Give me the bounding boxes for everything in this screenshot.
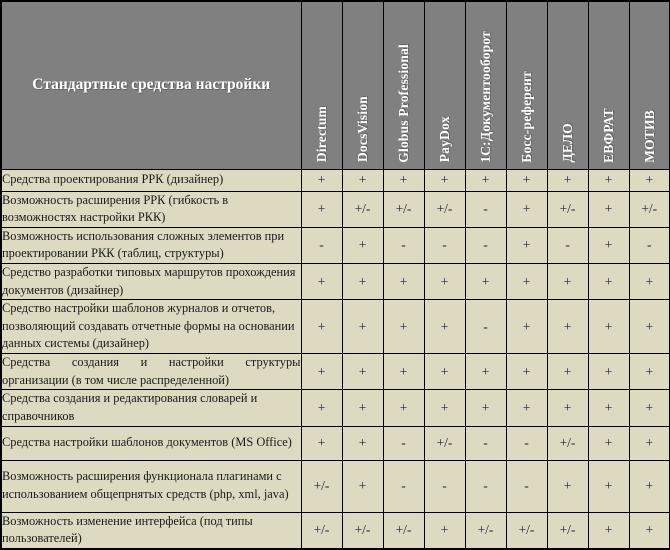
cell-value: + — [424, 300, 465, 354]
row-label: Средство настройки шаблонов журналов и отчетов, позволяющий создавать отчетные формы на основании данных системы (дизайнер) — [1, 300, 301, 354]
cell-value: - — [465, 426, 506, 460]
row-label: Средства проектирования РРК (дизайнер) — [1, 169, 301, 191]
cell-value: + — [588, 263, 629, 299]
cell-value: + — [588, 169, 629, 191]
cell-value: + — [342, 390, 383, 426]
cell-value: +/- — [629, 191, 670, 227]
cell-value: + — [424, 512, 465, 549]
column-header-directum — [301, 1, 342, 169]
row-label-line2: организации (в том числе распределенной) — [2, 372, 230, 387]
cell-value: + — [506, 227, 547, 263]
column-header-delo — [547, 1, 588, 169]
cell-value: + — [383, 390, 424, 426]
column-header-motiv — [629, 1, 670, 169]
cell-value: - — [424, 460, 465, 512]
cell-value: - — [506, 426, 547, 460]
row-label: Средства создания и редактирования словарей и справочников — [1, 390, 301, 426]
column-header-label: DocsVision — [354, 96, 370, 163]
column-header-label: Босс-референт — [518, 70, 534, 163]
cell-value: - — [465, 460, 506, 512]
cell-value: + — [424, 354, 465, 390]
cell-value: + — [301, 426, 342, 460]
cell-value: + — [547, 300, 588, 354]
table-row — [1, 227, 670, 263]
cell-value: + — [342, 169, 383, 191]
cell-value: +/- — [547, 512, 588, 549]
cell-value: - — [383, 426, 424, 460]
cell-value: +/- — [342, 512, 383, 549]
cell-value: + — [301, 300, 342, 354]
column-header-boss-referent — [506, 1, 547, 169]
row-label — [1, 354, 301, 390]
cell-value: + — [547, 354, 588, 390]
cell-value: + — [629, 512, 670, 549]
column-header-1c-documentooborot — [465, 1, 506, 169]
cell-value: +/- — [383, 191, 424, 227]
cell-value: +/- — [424, 191, 465, 227]
cell-value: +/- — [424, 426, 465, 460]
cell-value: + — [588, 426, 629, 460]
cell-value: + — [629, 354, 670, 390]
cell-value: + — [506, 300, 547, 354]
cell-value: + — [465, 263, 506, 299]
column-header-label: PayDox — [436, 116, 452, 163]
table-row — [1, 191, 670, 227]
cell-value: +/- — [383, 512, 424, 549]
table-title: Стандартные средства настройки — [1, 1, 301, 169]
table-row — [1, 390, 670, 426]
cell-value: + — [506, 354, 547, 390]
cell-value: + — [342, 263, 383, 299]
cell-value: + — [301, 263, 342, 299]
column-header-label: 1С:Документооборот — [477, 30, 493, 163]
row-label: Возможность использования сложных элементов при проектировании РКК (таблиц, структуры) — [1, 227, 301, 263]
cell-value: +/- — [547, 426, 588, 460]
cell-value: + — [342, 227, 383, 263]
cell-value: + — [629, 169, 670, 191]
column-header-label: Directum — [313, 106, 329, 163]
cell-value: + — [506, 169, 547, 191]
header-row — [1, 1, 670, 169]
cell-value: +/- — [506, 512, 547, 549]
cell-value: + — [506, 263, 547, 299]
row-label: Возможность расширения РРК (гибкость в возможностях настройки РКК) — [1, 191, 301, 227]
cell-value: + — [465, 169, 506, 191]
cell-value: + — [588, 512, 629, 549]
cell-value: + — [383, 354, 424, 390]
column-header-globus-professional — [383, 1, 424, 169]
cell-value: + — [342, 300, 383, 354]
column-header-label: ЕВФРАТ — [600, 107, 616, 163]
cell-value: + — [383, 169, 424, 191]
cell-value: + — [588, 390, 629, 426]
column-header-docsvision — [342, 1, 383, 169]
cell-value: - — [301, 227, 342, 263]
cell-value: + — [506, 390, 547, 426]
column-header-evfrat — [588, 1, 629, 169]
cell-value: + — [424, 390, 465, 426]
cell-value: + — [547, 460, 588, 512]
cell-value: + — [588, 191, 629, 227]
table-row — [1, 300, 670, 354]
cell-value: + — [629, 263, 670, 299]
cell-value: + — [424, 169, 465, 191]
cell-value: + — [629, 300, 670, 354]
cell-value: - — [465, 227, 506, 263]
cell-value: +/- — [465, 512, 506, 549]
column-header-label: ДЕЛО — [559, 123, 575, 163]
cell-value: +/- — [342, 191, 383, 227]
cell-value: + — [629, 426, 670, 460]
column-header-label: МОТИВ — [641, 109, 657, 163]
cell-value: + — [301, 390, 342, 426]
table-row — [1, 512, 670, 549]
table-row — [1, 169, 670, 191]
row-label: Возможность расширения функционала плагинами с использованием общепрнятых средств (php, xml, java) — [1, 460, 301, 512]
cell-value: - — [629, 227, 670, 263]
cell-value: + — [506, 191, 547, 227]
cell-value: + — [547, 390, 588, 426]
cell-value: + — [301, 191, 342, 227]
cell-value: - — [465, 191, 506, 227]
table-header — [1, 1, 670, 169]
cell-value: + — [588, 354, 629, 390]
cell-value: + — [301, 169, 342, 191]
cell-value: + — [465, 390, 506, 426]
cell-value: +/- — [547, 191, 588, 227]
row-label: Средство разработки типовых маршрутов прохождения документов (дизайнер) — [1, 263, 301, 299]
cell-value: + — [424, 263, 465, 299]
table-row — [1, 460, 670, 512]
cell-value: + — [342, 460, 383, 512]
table-body — [1, 169, 670, 549]
cell-value: + — [465, 354, 506, 390]
cell-value: + — [629, 460, 670, 512]
cell-value: - — [506, 460, 547, 512]
column-header-paydox — [424, 1, 465, 169]
cell-value: +/- — [301, 512, 342, 549]
cell-value: + — [629, 390, 670, 426]
cell-value: + — [588, 460, 629, 512]
table-row — [1, 426, 670, 460]
cell-value: - — [547, 227, 588, 263]
row-label: Возможность изменение интерфейса (под типы пользователей) — [1, 512, 301, 549]
cell-value: + — [342, 426, 383, 460]
row-label-line1: Средства создания и настройки структуры — [2, 355, 301, 370]
cell-value: + — [301, 354, 342, 390]
cell-value: + — [547, 263, 588, 299]
cell-value: - — [465, 300, 506, 354]
table-row — [1, 263, 670, 299]
cell-value: + — [547, 169, 588, 191]
cell-value: - — [383, 460, 424, 512]
cell-value: + — [342, 354, 383, 390]
cell-value: - — [383, 227, 424, 263]
column-header-label: Globus Professional — [395, 43, 411, 163]
row-label: Средства настройки шаблонов документов (MS Office) — [1, 426, 301, 460]
cell-value: + — [383, 263, 424, 299]
cell-value: +/- — [301, 460, 342, 512]
cell-value: + — [588, 227, 629, 263]
cell-value: + — [588, 300, 629, 354]
cell-value: - — [424, 227, 465, 263]
table-row — [1, 354, 670, 390]
cell-value: + — [383, 300, 424, 354]
